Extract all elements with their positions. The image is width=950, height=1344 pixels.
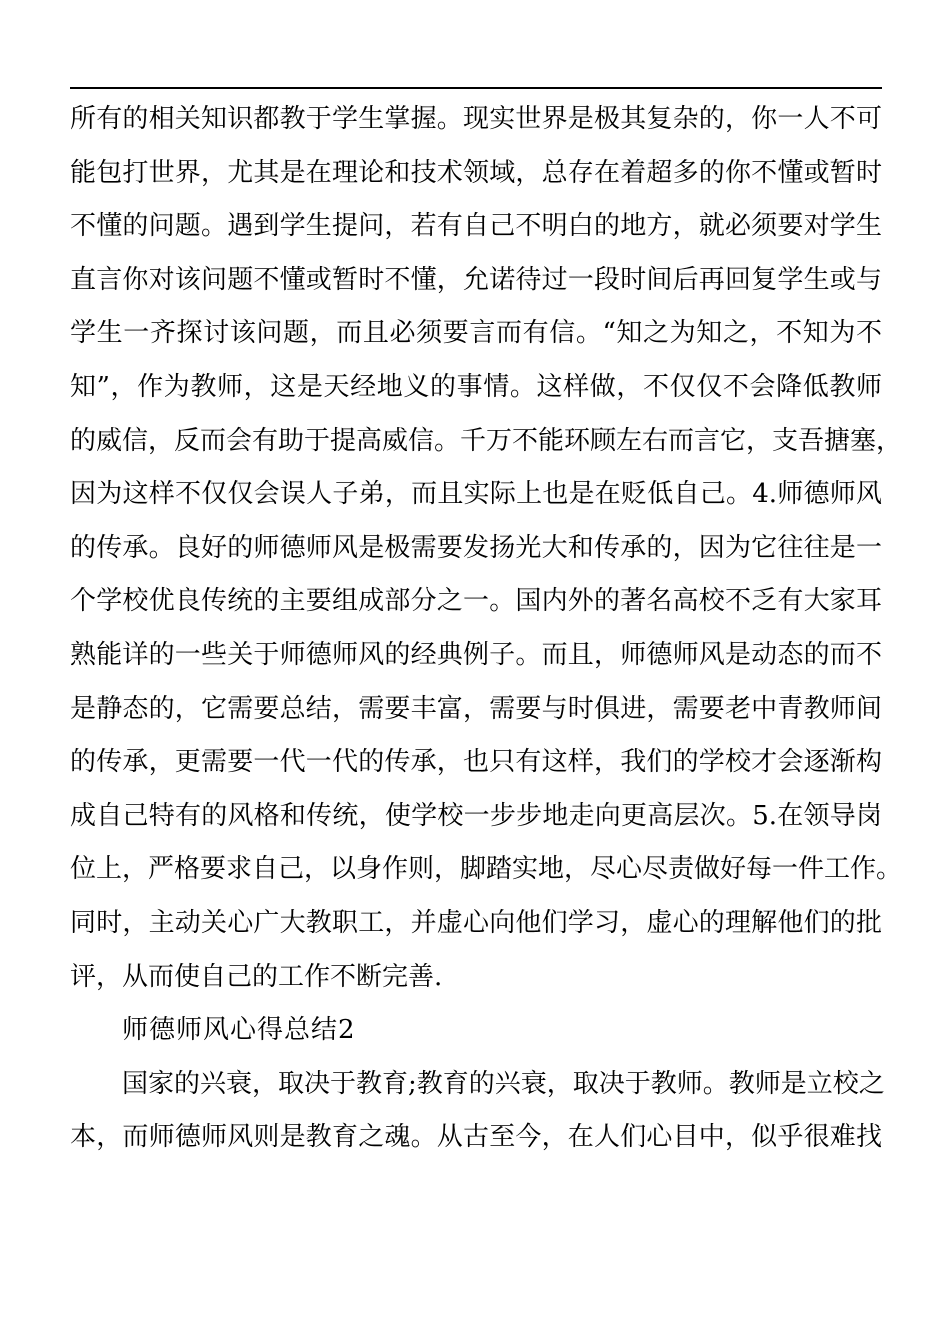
text-line: 国家的兴衰，取决于教育;教育的兴衰，取决于教师。教师是立校之 <box>122 1068 885 1099</box>
paragraph-2 <box>70 1058 885 1165</box>
text-line: 知”，作为教师，这是天经地义的事情。这样做，不仅仅不会降低教师 <box>70 371 882 402</box>
text-line: 的传承。良好的师德师风是极需要发扬光大和传承的，因为它往往是一 <box>70 532 882 563</box>
text-line: 位上，严格要求自己，以身作则，脚踏实地，尽心尽责做好每一件工作。 <box>70 854 903 885</box>
text-line: 成自己特有的风格和传统，使学校一步步地走向更高层次。5.在领导岗 <box>70 800 882 831</box>
text-line: 熟能详的一些关于师德师风的经典例子。而且，师德师风是动态的而不 <box>70 639 882 670</box>
text-line: 个学校优良传统的主要组成部分之一。国内外的著名高校不乏有大家耳 <box>70 586 882 617</box>
section-heading: 师德师风心得总结2 <box>122 1015 356 1046</box>
text-line: 的威信，反而会有助于提高威信。千万不能环顾左右而言它，支吾搪塞， <box>70 425 903 456</box>
text-line: 所有的相关知识都教于学生掌握。现实世界是极其复杂的，你一人不可 <box>70 104 882 134</box>
text-line: 的传承，更需要一代一代的传承，也只有这样，我们的学校才会逐渐构 <box>70 747 882 778</box>
text-line: 是静态的，它需要总结，需要丰富，需要与时俱进，需要老中青教师间 <box>70 693 882 724</box>
text-line: 评，从而使自己的工作不断完善. <box>70 961 443 992</box>
text-line: 本，而师德师风则是教育之魂。从古至今，在人们心目中，似乎很难找 <box>70 1122 882 1153</box>
text-line: 能包打世界，尤其是在理论和技术领域，总存在着超多的你不懂或暂时 <box>70 157 882 188</box>
header-rule <box>70 87 882 89</box>
text-line: 同时，主动关心广大教职工，并虚心向他们学习，虚心的理解他们的批 <box>70 907 882 938</box>
text-line: 因为这样不仅仅会误人子弟，而且实际上也是在贬低自己。4.师德师风 <box>70 479 882 510</box>
text-line: 学生一齐探讨该问题，而且必须要言而有信。“知之为知之，不知为不 <box>70 318 882 349</box>
paragraph-1 <box>70 93 903 1004</box>
text-line: 不懂的问题。遇到学生提问，若有自己不明白的地方，就必须要对学生 <box>70 211 882 242</box>
document-body <box>70 93 903 1165</box>
text-line: 直言你对该问题不懂或暂时不懂，允诺待过一段时间后再回复学生或与 <box>70 264 882 295</box>
